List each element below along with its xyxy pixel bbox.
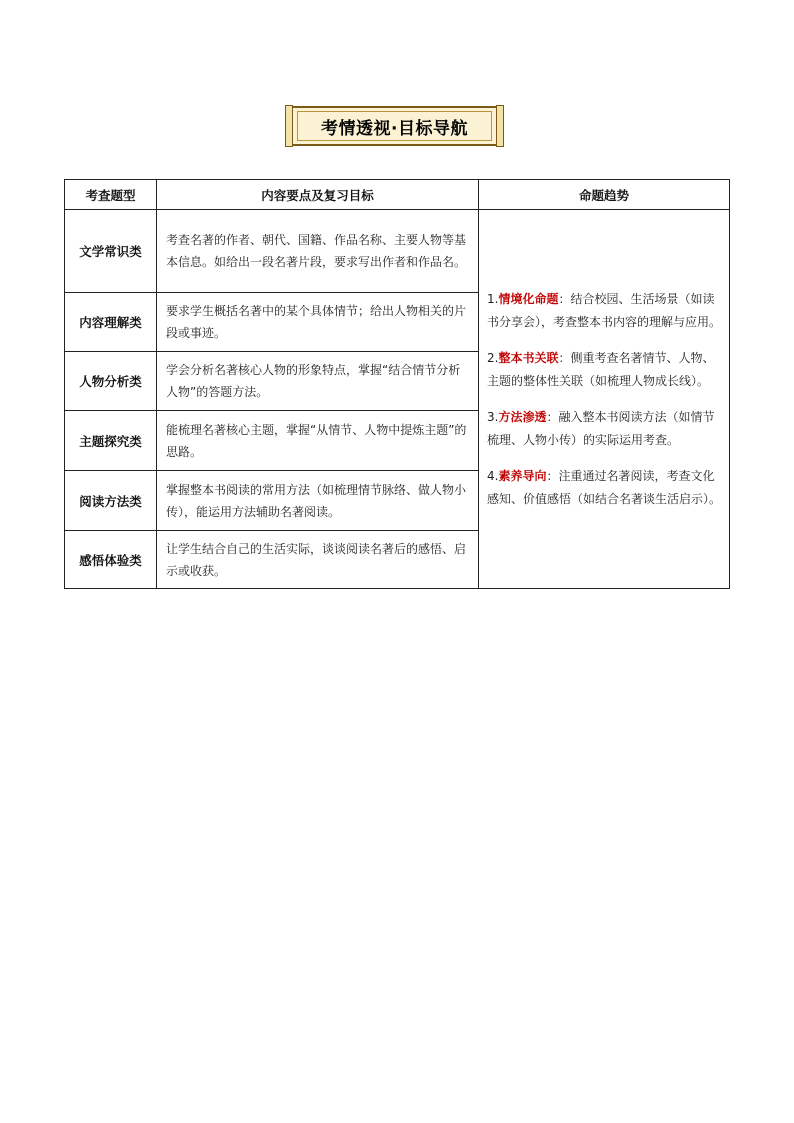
question-type-cell: 文学常识类	[65, 210, 157, 293]
trend-item: 1.情境化命题：结合校园、生活场景（如读书分享会），考查整本书内容的理解与应用。	[487, 291, 722, 329]
section-title: 考情透视·目标导航	[297, 111, 492, 141]
banner-right-post	[496, 105, 504, 147]
banner-left-post	[285, 105, 293, 147]
header-content-goals: 内容要点及复习目标	[157, 180, 479, 210]
review-table	[64, 179, 730, 589]
section-title-banner	[288, 106, 501, 146]
trend-item: 4.素养导向：注重通过名著阅读，考查文化感知、价值感悟（如结合名著谈生活启示）。	[487, 468, 722, 506]
table-row	[65, 210, 730, 293]
question-type-cell: 主题探究类	[65, 411, 157, 471]
header-trends: 命题趋势	[479, 180, 730, 210]
content-cell: 能梳理名著核心主题，掌握“从情节、人物中提炼主题”的思路。	[157, 411, 479, 471]
question-type-cell: 内容理解类	[65, 293, 157, 352]
trend-item: 3.方法渗透：融入整本书阅读方法（如情节梳理、人物小传）的实际运用考查。	[487, 409, 715, 447]
content-cell: 掌握整本书阅读的常用方法（如梳理情节脉络、做人物小传），能运用方法辅助名著阅读。	[157, 471, 479, 531]
content-cell: 要求学生概括名著中的某个具体情节；给出人物相关的片段或事迹。	[157, 293, 479, 352]
header-question-type: 考查题型	[65, 180, 157, 210]
content-cell: 让学生结合自己的生活实际，谈谈阅读名著后的感悟、启示或收获。	[157, 531, 479, 589]
content-cell: 学会分析名著核心人物的形象特点，掌握“结合情节分析人物”的答题方法。	[157, 352, 479, 411]
table-header-row	[65, 180, 730, 210]
content-cell: 考查名著的作者、朝代、国籍、作品名称、主要人物等基本信息。如给出一段名著片段，要求写出作者和作品名。	[157, 210, 479, 293]
question-type-cell: 感悟体验类	[65, 531, 157, 589]
trends-cell	[479, 210, 730, 589]
question-type-cell: 阅读方法类	[65, 471, 157, 531]
question-type-cell: 人物分析类	[65, 352, 157, 411]
trend-item: 2.整本书关联：侧重考查名著情节、人物、主题的整体性关联（如梳理人物成长线）。	[487, 350, 715, 388]
